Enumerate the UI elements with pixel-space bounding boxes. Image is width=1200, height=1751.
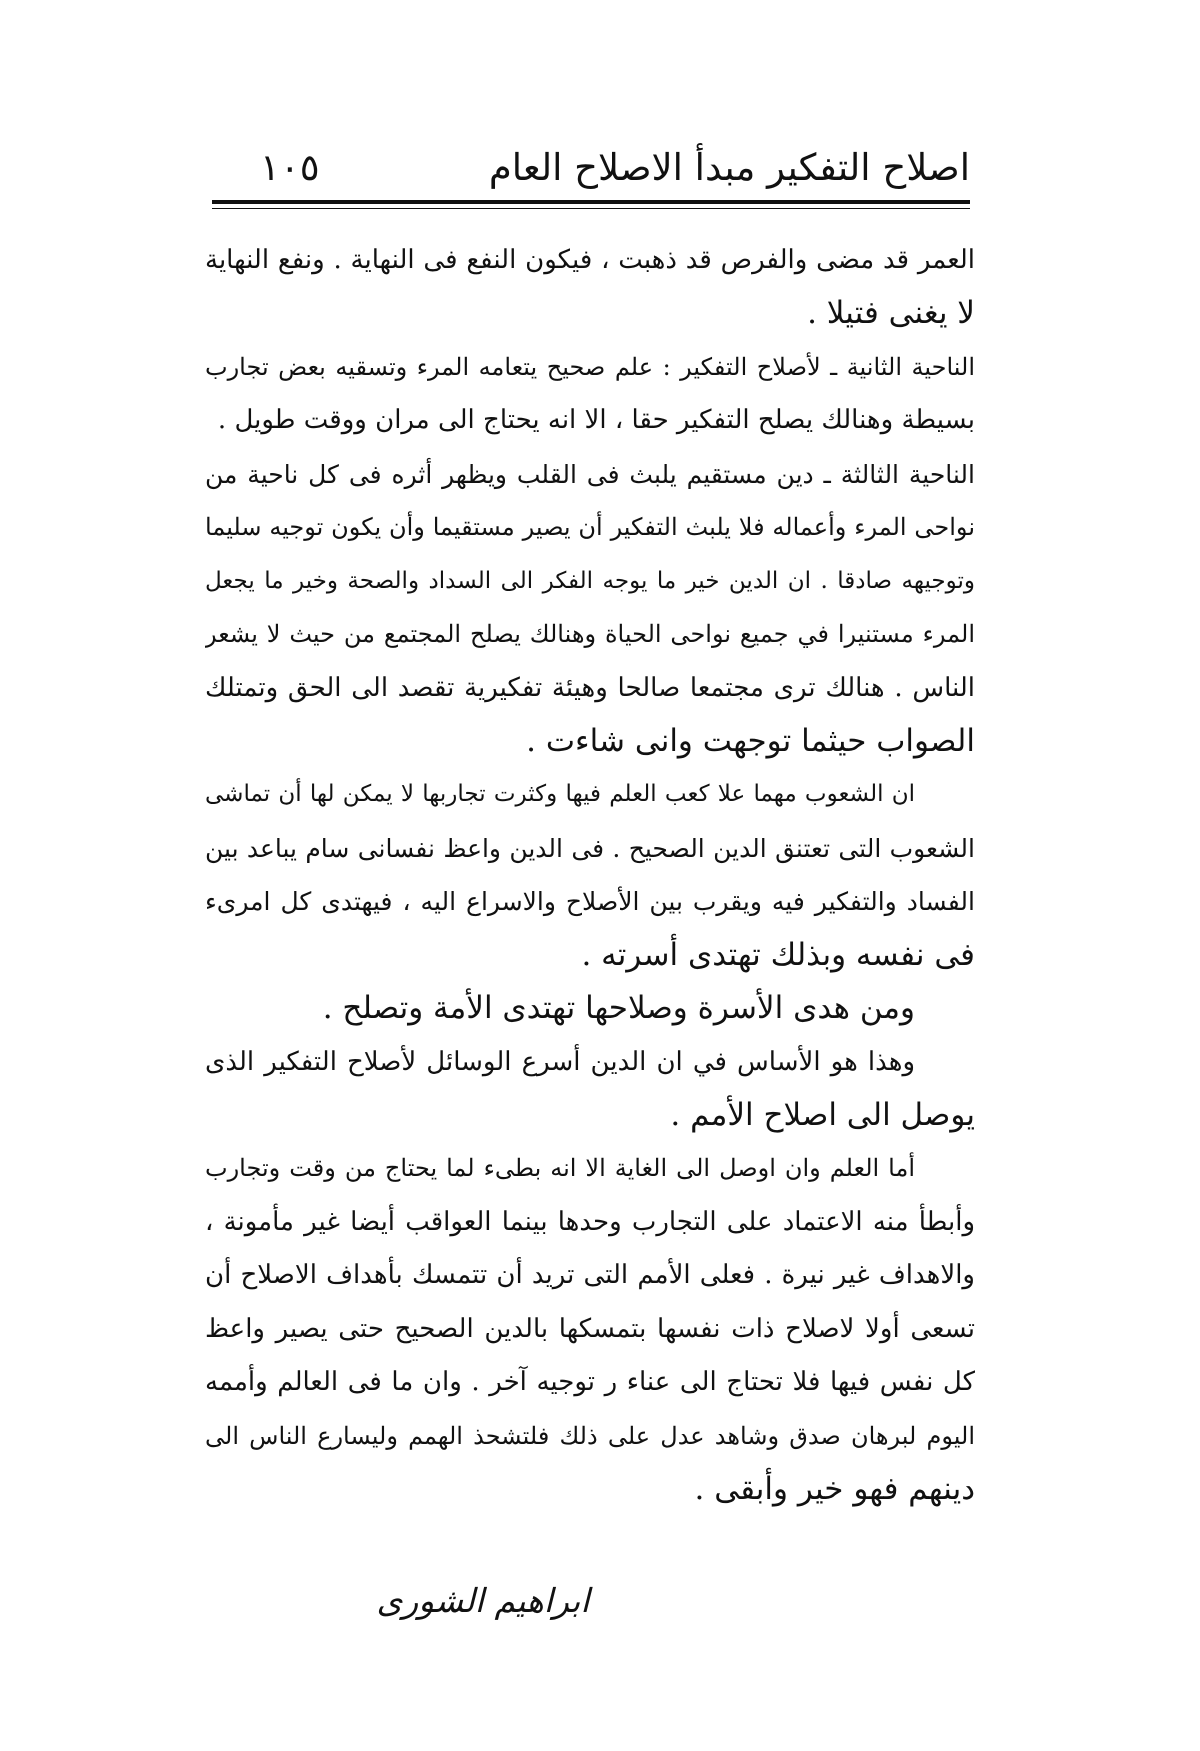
text-line: وهذا هو الأساس في ان الدين أسرع الوسائل لأصلاح التفكير الذى <box>205 1046 915 1077</box>
text-line: ومن هدى الأسرة وصلاحها تهتدى الأمة وتصلح . <box>322 990 915 1027</box>
text-line: الناحية الثانية ـ لأصلاح التفكير : علم صحيح يتعامه المرء وتسقيه بعض تجارب <box>205 352 975 381</box>
text-line: الشعوب التى تعتنق الدين الصحيح . فى الدين واعظ نفسانى سام يباعد بين <box>205 833 975 863</box>
text-line: الفساد والتفكير فيه ويقرب بين الأصلاح والاسراع اليه ، فيهتدى كل امرىء <box>205 887 975 917</box>
header-rule-thin <box>212 208 970 209</box>
text-line: دينهم فهو خير وأبقى . <box>694 1471 975 1508</box>
text-line: لا يغنى فتيلا . <box>807 295 975 332</box>
text-line: الصواب حيثما توجهت وانى شاءت . <box>526 722 975 759</box>
body-text <box>205 234 975 1517</box>
text-line: وأبطأ منه الاعتماد على التجارب وحدها بينما العواقب أيضا غير مأمونة ، <box>205 1206 975 1237</box>
text-line: فى نفسه وبذلك تهتدى أسرته . <box>581 936 975 973</box>
text-line: ان الشعوب مهما علا كعب العلم فيها وكثرت تجاربها لا يمكن لها أن تماشى <box>205 781 915 808</box>
text-line: وتوجيهه صادقا . ان الدين خير ما يوجه الفكر الى السداد والصحة وخير ما يجعل <box>205 567 975 594</box>
text-line: تسعى أولا لاصلاح ذات نفسها بتمسكها بالدين الصحيح حتى يصير واعظ <box>205 1313 975 1344</box>
running-title: اصلاح التفكير مبدأ الاصلاح العام <box>488 146 970 189</box>
text-line: المرء مستنيرا في جميع نواحى الحياة وهنالك يصلح المجتمع من حيث لا يشعر <box>205 620 975 649</box>
text-line: والاهداف غير نيرة . فعلى الأمم التى تريد أن تتمسك بأهداف الاصلاح أن <box>205 1260 975 1291</box>
text-line: بسيطة وهنالك يصلح التفكير حقا ، الا انه يحتاج الى مران ووقت طويل . <box>217 405 975 436</box>
text-line: العمر قد مضى والفرص قد ذهبت ، فيكون النفع فى النهاية . ونفع النهاية <box>205 245 975 275</box>
header-rule <box>212 200 970 204</box>
text-line: يوصل الى اصلاح الأمم . <box>670 1097 975 1133</box>
text-line: نواحى المرء وأعماله فلا يلبث التفكير أن يصير مستقيما وأن يكون توجيه سليما <box>205 513 975 542</box>
text-line: كل نفس فيها فلا تحتاج الى عناء ر توجيه آخر . وان ما فى العالم وأممه <box>205 1367 975 1398</box>
page-number: ١٠٥ <box>260 146 320 189</box>
running-head <box>212 138 970 198</box>
text-line: الناحية الثالثة ـ دين مستقيم يلبث فى القلب ويظهر أثره فى كل ناحية من <box>205 459 975 489</box>
text-line: الناس . هنالك ترى مجتمعا صالحا وهيئة تفكيرية تقصد الى الحق وتمتلك <box>205 672 975 703</box>
text-line: اليوم لبرهان صدق وشاهد عدل على ذلك فلتشحذ الهمم وليسارع الناس الى <box>205 1421 975 1450</box>
text-line: أما العلم وان اوصل الى الغاية الا انه بطىء لما يحتاج من وقت وتجارب <box>205 1154 915 1183</box>
author-signature: ابراهيم الشورى <box>376 1581 590 1620</box>
